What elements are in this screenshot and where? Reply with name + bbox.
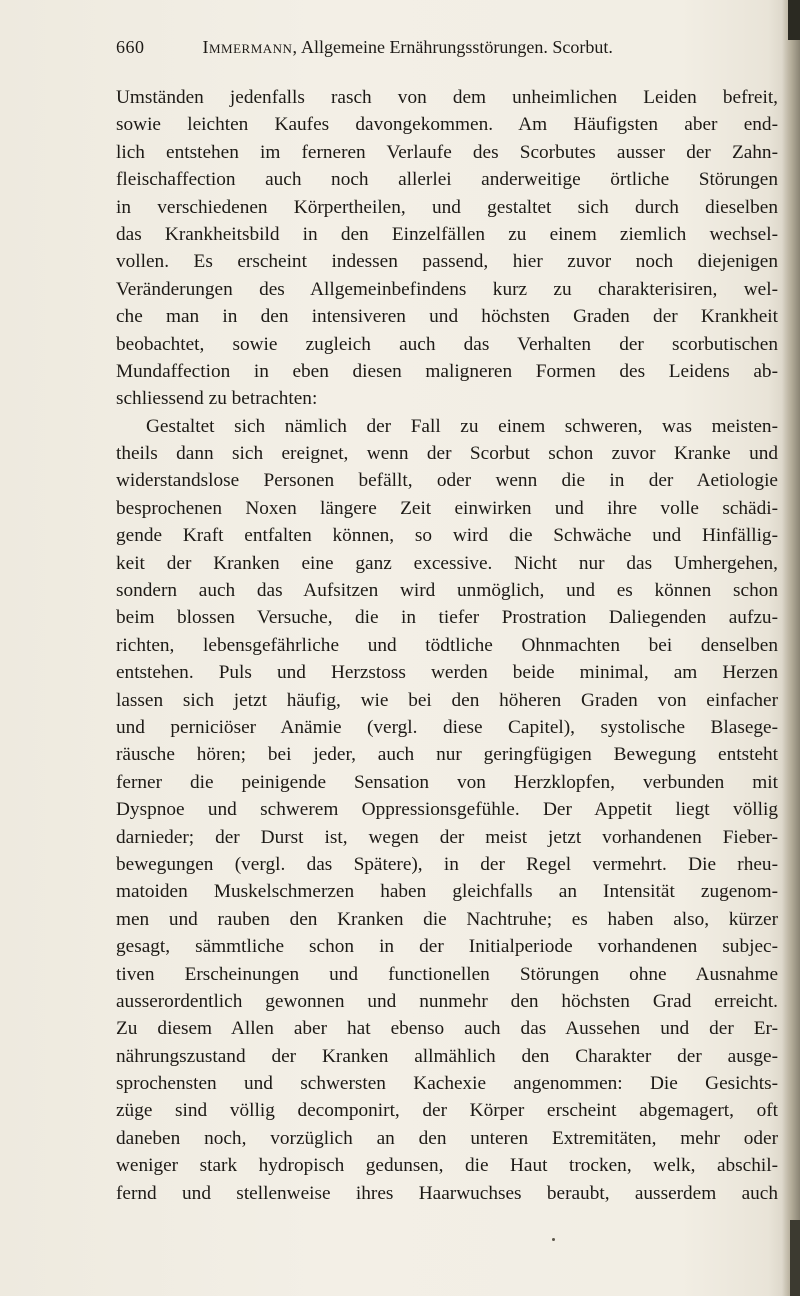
text-line: in verschiedenen Körpertheilen, und gestaltet sich durch dieselben bbox=[116, 196, 778, 218]
text-line: gesagt, sämmtliche schon in der Initialperiode vorhandenen subjec- bbox=[116, 936, 778, 958]
text-line: Zu diesem Allen aber hat ebenso auch das Aussehen und der Er- bbox=[116, 1018, 778, 1040]
text-line: schliessend zu betrachten: bbox=[116, 388, 318, 410]
text-line: weniger stark hydropisch gedunsen, die Haut trocken, welk, abschil- bbox=[116, 1155, 778, 1177]
text-line: keit der Kranken eine ganz excessive. Nicht nur das Umhergehen, bbox=[116, 552, 778, 574]
text-line: das Krankheitsbild in den Einzelfällen zu einem ziemlich wechsel- bbox=[116, 223, 778, 245]
running-header bbox=[116, 37, 676, 65]
text-line: bewegungen (vergl. das Spätere), in der Regel vermehrt. Die rheu- bbox=[116, 853, 778, 875]
text-line: men und rauben den Kranken die Nachtruhe; es haben also, kürzer bbox=[116, 908, 778, 930]
text-line: Umständen jedenfalls rasch von dem unheimlichen Leiden befreit, bbox=[116, 87, 778, 108]
text-line: fleischaffection auch noch allerlei anderweitige örtliche Störungen bbox=[116, 169, 778, 191]
text-line: räusche hören; bei jeder, auch nur geringfügigen Bewegung entsteht bbox=[116, 744, 778, 766]
page-number: 660 bbox=[116, 37, 145, 57]
text-line: gende Kraft entfalten können, so wird die Schwäche und Hinfällig- bbox=[116, 525, 778, 547]
text-line: darnieder; der Durst ist, wegen der meist jetzt vorhandenen Fieber- bbox=[116, 826, 778, 848]
body-text bbox=[116, 84, 778, 1207]
text-line: ferner die peinigende Sensation von Herzklopfen, verbunden mit bbox=[116, 771, 778, 793]
text-line: Veränderungen des Allgemeinbefindens kurz zu charakterisiren, wel- bbox=[116, 278, 778, 300]
text-line: sondern auch das Aufsitzen wird unmöglich, und es können schon bbox=[116, 580, 778, 602]
text-line: beim blossen Versuche, die in tiefer Prostration Daliegenden aufzu- bbox=[116, 607, 778, 629]
text-line: züge sind völlig decomponirt, der Körper erscheint abgemagert, oft bbox=[116, 1100, 778, 1122]
text-line: matoiden Muskelschmerzen haben gleichfalls an Intensität zugenom- bbox=[116, 881, 778, 903]
text-line: theils dann sich ereignet, wenn der Scorbut schon zuvor Kranke und bbox=[116, 443, 778, 465]
text-line: widerstandslose Personen befällt, oder wenn die in der Aetiologie bbox=[116, 470, 778, 492]
text-line: entstehen. Puls und Herzstoss werden beide minimal, am Herzen bbox=[116, 662, 778, 684]
text-line: beobachtet, sowie zugleich auch das Verhalten der scorbutischen bbox=[116, 333, 778, 355]
text-line: sprochensten und schwersten Kachexie angenommen: Die Gesichts- bbox=[116, 1073, 778, 1095]
text-line: Mundaffection in eben diesen maligneren Formen des Leidens ab- bbox=[116, 360, 778, 382]
text-line: lich entstehen im ferneren Verlaufe des Scorbutes ausser der Zahn- bbox=[116, 141, 778, 163]
page-edge-shadow bbox=[782, 0, 800, 1296]
header-author: Immermann, bbox=[202, 37, 298, 57]
header-title: Allgemeine Ernährungsstörungen. Scorbut. bbox=[300, 37, 613, 57]
page-edge-mark bbox=[788, 0, 800, 40]
text-line: und perniciöser Anämie (vergl. diese Capitel), systolische Blasege- bbox=[116, 716, 778, 738]
text-line: lassen sich jetzt häufig, wie bei den höheren Graden von einfacher bbox=[116, 689, 778, 711]
text-line: tiven Erscheinungen und functionellen Störungen ohne Ausnahme bbox=[116, 963, 778, 985]
text-line: nährungszustand der Kranken allmählich den Charakter der ausge- bbox=[116, 1045, 778, 1067]
text-line: Dyspnoe und schwerem Oppressionsgefühle. Der Appetit liegt völlig bbox=[116, 799, 778, 821]
text-line: daneben noch, vorzüglich an den unteren Extremitäten, mehr oder bbox=[116, 1127, 778, 1149]
text-line: Gestaltet sich nämlich der Fall zu einem schweren, was meisten- bbox=[146, 415, 778, 437]
paper-speck bbox=[552, 1238, 555, 1241]
text-line: richten, lebensgefährliche und tödtliche Ohnmachten bei denselben bbox=[116, 634, 778, 656]
text-line: vollen. Es erscheint indessen passend, hier zuvor noch diejenigen bbox=[116, 251, 778, 273]
page-edge-mark bbox=[790, 1220, 800, 1296]
text-line: ausserordentlich gewonnen und nunmehr den höchsten Grad erreicht. bbox=[116, 990, 778, 1012]
text-line: besprochenen Noxen längere Zeit einwirken und ihre volle schädi- bbox=[116, 497, 778, 519]
text-line: fernd und stellenweise ihres Haarwuchses beraubt, ausserdem auch bbox=[116, 1182, 778, 1204]
text-line: che man in den intensiveren und höchsten Graden der Krankheit bbox=[116, 306, 778, 328]
text-line: sowie leichten Kaufes davongekommen. Am Häufigsten aber end- bbox=[116, 114, 778, 136]
